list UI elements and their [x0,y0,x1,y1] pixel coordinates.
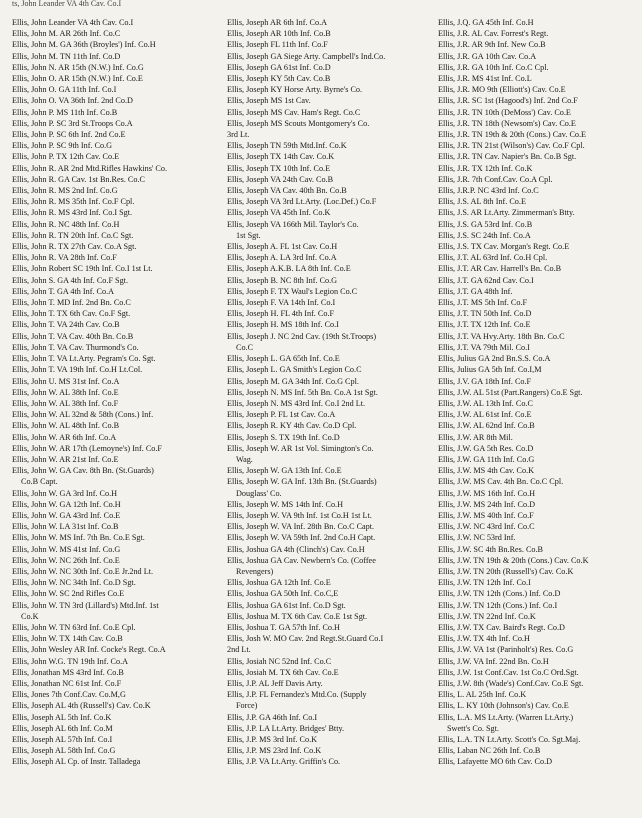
roster-line: Ellis, Joseph AR 6th Inf. Co.A [227,18,328,27]
roster-line: Ellis, John W. GA Cav. 8th Bn. (St.Guards) [12,466,154,476]
roster-line: Ellis, Joseph VA 24th Cav. Co.B [227,174,334,184]
roster-line: Ellis, Joseph AL 57th Inf. Co.I [12,735,113,744]
roster-line: Ellis, John W. NC 26th Inf. Co.E [12,555,120,565]
roster-line: Swett's Co. Sgt. [447,723,499,733]
roster-line: Ellis, Joseph AL 5th Inf. Co.K [12,712,112,722]
roster-line: Ellis, Josiah M. TX 6th Cav. Co.E [227,667,339,677]
roster-line: Ellis, J.T. VA 79th Mil. Co.I [438,342,530,352]
roster-line: Ellis, J.P. AL Jeff Davis Arty. [227,678,323,688]
roster-line: Ellis, John Wesley AR Inf. Cocke's Regt. Co.A [12,645,166,655]
roster-line: Ellis, Joseph W. VA Inf. 28th Bn. Co.C Capt. [227,522,375,532]
roster-line: Ellis, J.Q. GA 45th Inf. Co.H [438,18,534,27]
roster-line: Ellis, Joshua GA 12th Inf. Co.E [227,578,331,588]
roster-line: Ellis, Joseph H. FL 4th Inf. Co.F [227,309,335,319]
roster-line: Ellis, L. KY 10th (Johnson's) Cav. Co.E [438,701,569,711]
roster-line: Ellis, J.T. GA 62nd Cav. Co.I [438,275,534,285]
roster-line: Ellis, John N. AR 15th (N.W.) Inf. Co.G [12,62,144,72]
roster-line: Ellis, J.W. MS 40th Inf. Co.F [438,510,534,520]
roster-line: Ellis, John W. TN 3rd (Lillard's) Mtd.Inf. 1st [12,600,159,610]
roster-line: Ellis, Joshua M. TX 6th Cav. Co.E 1st Sgt. [227,611,368,621]
roster-line: Ellis, John O. AR 15th (N.W.) Inf. Co.E [12,74,143,84]
roster-line: Ellis, Joseph R. KY 4th Cav. Co.D Cpl. [227,421,357,431]
roster-line: Ellis, J.S. AL 8th Inf. Co.E [438,197,526,207]
roster-line: 2nd Lt. [227,645,251,655]
roster-line: Ellis, J.R.P. NC 43rd Inf. Co.C [438,186,539,196]
roster-line: Ellis, J.W. VA 1st (Parinholt's) Res. Co.G [438,645,574,655]
roster-line: Ellis, J.S. GA 53rd Inf. Co.B [438,219,533,229]
roster-line: Ellis, Lafayette MO 6th Cav. Co.D [438,757,553,767]
roster-line: Ellis, J.W. MS 24th Inf. Co.D [438,499,536,509]
roster-line: Ellis, J.W. SC 4th Bn.Res. Co.B [438,544,544,554]
roster-line: Ellis, Joseph TX 10th Inf. Co.E [227,163,331,173]
roster-line: Ellis, Jonathan NC 61st Inf. Co.F [12,678,122,688]
roster-line: Ellis, John T. TX 6th Cav. Co.F Sgt. [12,309,131,319]
roster-line: Ellis, John Robert SC 19th Inf. Co.I 1st Lt. [12,264,153,274]
roster-line: Ellis, J.W. TX Cav. Baird's Regt. Co.D [438,622,565,632]
roster-line: Ellis, J.R. TN Cav. Napier's Bn. Co.B Sgt. [438,152,577,162]
roster-line: Ellis, J.R. AR 9th Inf. New Co.B [438,40,546,50]
roster-line: Ellis, Julius GA 2nd Bn.S.S. Co.A [438,354,551,364]
roster-line: Ellis, J.R. TN 10th (DeMoss') Cav. Co.E [438,107,571,117]
roster-line: Ellis, Joshua GA Cav. Newbern's Co. (Coffee [227,555,376,565]
roster-line: 1st Sgt. [236,230,261,240]
roster-line: Ellis, John T. VA 19th Inf. Co.H Lt.Col. [12,365,143,375]
roster-line: Ellis, J.R. TN 18th (Newsom's) Cav. Co.E [438,118,576,128]
roster-line: Ellis, John P. SC 3rd St.Troops Co.A [12,118,133,128]
roster-line: Ellis, J.W. AL 51st (Part.Rangers) Co.E Sgt. [438,387,583,397]
roster-line: Ellis, J.W. MS 16th Inf. Co.H [438,488,536,498]
roster-line: Ellis, John P. TX 12th Cav. Co.E [12,152,120,162]
page-header-fragment: ts, John Leander VA 4th Cav. Co.I [12,0,122,8]
roster-line: Ellis, Joseph VA 45th Inf. Co.K [227,208,331,218]
roster-line: Ellis, J.S. SC 24th Inf. Co.A [438,230,531,240]
roster-line: Ellis, J.R. TN 19th & 20th (Cons.) Cav. Co.E [438,130,587,140]
roster-line: Ellis, J.W. TN 19th & 20th (Cons.) Cav. Co.K [438,555,589,565]
column-2 [227,17,431,768]
roster-line: Ellis, J.S. AR Lt.Arty. Zimmerman's Btty. [438,208,575,218]
roster-line: Ellis, John W. AR 17th (Lemoyne's) Inf. Co.F [12,443,162,453]
roster-line: Ellis, John W. MS Inf. 7th Bn. Co.E Sgt. [12,533,145,543]
roster-line: Ellis, Julius GA 5th Inf. Co.I,M [438,365,542,375]
roster-line: Ellis, John W. TN 63rd Inf. Co.E Cpl. [12,622,136,632]
roster-line: Ellis, John O. GA 11th Inf. Co.I [12,85,117,95]
roster-line: Ellis, J.P. VA Lt.Arty. Griffin's Co. [227,757,341,767]
roster-line: Ellis, J.T. TN 50th Inf. Co.D [438,309,532,319]
roster-line: Ellis, J.W. AR 8th Mil. [438,432,513,442]
roster-line: Ellis, John W. GA 12th Inf. Co.H [12,499,121,509]
roster-line: Ellis, J.W. TN 20th (Russell's) Cav. Co.K [438,566,574,576]
roster-line: Ellis, John M. AR 26th Inf. Co.C [12,29,121,39]
roster-line: Ellis, Joshua GA 4th (Clinch's) Cav. Co.H [227,544,365,554]
roster-line: 3rd Lt. [227,130,250,140]
roster-line: Ellis, John R. VA 28th Inf. Co.F [12,253,117,263]
roster-line: Ellis, L.A. MS Lt.Arty. (Warren Lt.Arty.) [438,712,574,722]
roster-line: Ellis, J.R. 7th Conf.Cav. Co.A Cpl. [438,174,553,184]
roster-line: Ellis, Joseph VA Cav. 40th Bn. Co.B [227,186,347,196]
roster-line: Ellis, J.P. MS 23rd Inf. Co.K [227,746,322,756]
roster-line: Ellis, J.W. TN 12th (Cons.) Inf. Co.I [438,600,558,610]
roster-line: Ellis, J.P. LA Lt.Arty. Bridges' Btty. [227,723,345,733]
roster-line: Ellis, John W. NC 34th Inf. Co.D Sgt. [12,578,136,588]
roster-line: Ellis, J.W. 1st Conf.Cav. 1st Co.C Ord.Sgt. [438,667,579,677]
roster-line: Co.K [21,611,39,621]
roster-line: Ellis, Jones 7th Conf.Cav. Co.M,G [12,690,126,700]
roster-line: Ellis, John W. NC 30th Inf. Co.E Jr.2nd Lt. [12,566,154,576]
roster-line: Co.C [236,342,254,352]
roster-line: Ellis, J.W. TN 12th (Cons.) Inf. Co.D [438,589,561,599]
roster-line: Ellis, Joseph W. GA 13th Inf. Co.E [227,466,342,476]
roster-line: Ellis, John T. VA 24th Cav. Co.B [12,320,120,330]
roster-line: Ellis, John W. MS 41st Inf. Co.G [12,544,121,554]
roster-line: Ellis, Joseph N. MS 43rd Inf. Co.I 2nd Lt. [227,398,366,408]
roster-line: Ellis, John T. GA 4th Inf. Co.A [12,286,115,296]
roster-line: Ellis, Joseph MS Cav. Ham's Regt. Co.C [227,107,361,117]
roster-line: Ellis, John W. AL 38th Inf. Co.F [12,398,119,408]
roster-line: Ellis, Joseph F. TX Waul's Legion Co.C [227,286,358,296]
roster-line: Ellis, John S. GA 4th Inf. Co.F Sgt. [12,275,129,285]
roster-line: Ellis, J.P. MS 3rd Inf. Co.K [227,735,318,744]
roster-line: Ellis, Joshua GA 61st Inf. Co.D Sgt. [227,600,346,610]
roster-line: Ellis, J.R. MO 9th (Elliott's) Cav. Co.E [438,85,566,95]
roster-line: Ellis, John P. SC 6th Inf. 2nd Co.E [12,130,126,140]
roster-line: Ellis, Joseph AR 10th Inf. Co.B [227,29,331,39]
roster-line: Ellis, Joseph W. AR 1st Vol. Simington's Co. [227,443,374,453]
roster-line: Ellis, Joseph MS 1st Cav. [227,96,311,106]
roster-line: Ellis, Joseph J. NC 2nd Cav. (19th St.Troops) [227,331,377,341]
roster-line: Douglass' Co. [236,488,282,498]
roster-line: Ellis, Joshua T. GA 57th Inf. Co.H [227,622,340,632]
roster-line: Ellis, Joseph H. MS 18th Inf. Co.I [227,320,339,330]
roster-line: Ellis, J.W. AL 13th Inf. Co.C [438,398,533,408]
roster-line: Ellis, John R. GA Cav. 1st Bn.Res. Co.C [12,174,145,184]
roster-line: Ellis, J.R. GA 10th Cav. Co.A [438,51,537,61]
column-1 [12,17,220,768]
roster-line: Ellis, J.W. AL 61st Inf. Co.E [438,410,532,420]
roster-line: Ellis, Joseph VA 3rd Lt.Arty. (Loc.Def.) Co.F [227,197,377,207]
roster-line: Ellis, John W. GA 43rd Inf. Co.E [12,510,121,520]
roster-line: Ellis, Joseph W. MS 14th Inf. Co.H [227,499,343,509]
roster-line: Ellis, Joseph W. VA 9th Inf. 1st Co.H 1st Lt. [227,510,372,520]
roster-line: Ellis, Joshua GA 50th Inf. Co.C,E [227,589,339,599]
roster-line: Ellis, John R. AR 2nd Mtd.Rifles Hawkins' Co. [12,163,168,173]
roster-line: Ellis, J.T. AR Cav. Harrell's Bn. Co.B [438,264,562,274]
roster-line: Ellis, Joseph P. FL 1st Cav. Co.A [227,410,336,420]
roster-line: Ellis, J.R. AL Cav. Forrest's Regt. [438,29,549,39]
roster-line: Ellis, Joseph W. VA 59th Inf. 2nd Co.H Capt. [227,533,376,543]
roster-line: Ellis, Joseph FL 11th Inf. Co.F [227,40,328,50]
roster-line: Ellis, John W. AL 38th Inf. Co.E [12,387,119,397]
roster-line: Ellis, John R. TX 27th Cav. Co.A Sgt. [12,242,137,252]
roster-line: Ellis, Joseph L. GA Smith's Legion Co.C [227,365,362,375]
roster-line: Ellis, John R. MS 35th Inf. Co.F Cpl. [12,197,135,207]
roster-line: Ellis, J.T. VA Hvy.Arty. 18th Bn. Co.C [438,331,565,341]
roster-line: Ellis, Joseph AL 4th (Russell's) Cav. Co.K [12,701,151,711]
roster-line: Ellis, Joseph W. GA Inf. 13th Bn. (St.Guards) [227,477,377,487]
roster-line: Ellis, L.A. TN Lt.Arty. Scott's Co. Sgt.Maj. [438,735,581,744]
roster-line: Ellis, Joseph AL 6th Inf. Co.M [12,723,113,733]
roster-line: Ellis, Josiah NC 52nd Inf. Co.C [227,656,332,666]
roster-line: Ellis, John R. MS 2nd Inf. Co.G [12,186,118,196]
roster-line: Ellis, J.W. GA 5th Res. Co.D [438,443,534,453]
roster-line: Ellis, John W. AL 48th Inf. Co.B [12,421,120,431]
roster-line: Ellis, J.R. TX 12th Inf. Co.K [438,163,533,173]
roster-line: Ellis, Joseph A. FL 1st Cav. Co.H [227,242,338,252]
roster-line: Ellis, J.S. TX Cav. Morgan's Regt. Co.E [438,242,570,252]
roster-line: Ellis, J.W. NC 53rd Inf. [438,533,516,543]
roster-line: Ellis, Joseph N. MS Inf. 5th Bn. Co.A 1st Sgt. [227,387,378,397]
roster-line: Ellis, Joseph KY 5th Cav. Co.B [227,74,331,84]
roster-line: Ellis, John R. MS 43rd Inf. Co.I Sgt. [12,208,133,218]
roster-line: Ellis, John W.G. TN 19th Inf. Co.A [12,656,129,666]
roster-line: Force) [236,701,258,711]
roster-line: Ellis, Jonathan MS 43rd Inf. Co.B [12,667,124,677]
roster-line: Ellis, J.T. AL 63rd Inf. Co.H Cpl. [438,253,548,263]
roster-line: Ellis, Joseph AL Cp. of Instr. Talladega [12,757,141,767]
roster-line: Ellis, John W. AR 6th Inf. Co.A [12,432,117,442]
roster-line: Ellis, J.W. NC 43rd Inf. Co.C [438,522,535,532]
roster-line: Ellis, L. AL 25th Inf. Co.K [438,690,527,700]
roster-line: Ellis, John W. GA 3rd Inf. Co.H [12,488,118,498]
roster-line: Ellis, John W. AR 21st Inf. Co.E [12,454,119,464]
roster-line: Ellis, John Leander VA 4th Cav. Co.I [12,18,134,27]
roster-line: Ellis, John W. SC 2nd Rifles Co.E [12,589,125,599]
roster-line: Ellis, Joseph F. VA 14th Inf. Co.I [227,298,336,308]
roster-line: Ellis, Joseph GA 61st Inf. Co.D [227,62,331,72]
roster-line: Ellis, Joseph L. GA 65th Inf. Co.E [227,354,340,364]
roster-line: Ellis, John O. VA 36th Inf. 2nd Co.D [12,96,133,106]
roster-line: Ellis, John T. VA Cav. Thurmond's Co. [12,342,139,352]
roster-line: Ellis, J.T. MS 5th Inf. Co.F [438,298,528,308]
roster-line: Co.B Capt. [21,477,58,487]
column-3 [438,17,636,768]
roster-line: Ellis, J.W. TN 22nd Inf. Co.K [438,611,536,621]
roster-line: Ellis, Joseph KY Horse Arty. Byrne's Co. [227,85,363,95]
roster-line: Ellis, John R. TN 20th Inf. Co.C Sgt. [12,230,134,240]
roster-line: Ellis, John T. VA Lt.Arty. Pegram's Co. Sgt. [12,354,156,364]
roster-line: Ellis, J.P. FL Fernandez's Mtd.Co. (Supply [227,690,367,700]
roster-line: Wag. [236,454,253,464]
roster-line: Ellis, John T. MD Inf. 2nd Bn. Co.C [12,298,131,308]
roster-line: Ellis, Joseph S. TX 19th Inf. Co.D [227,432,340,442]
roster-line: Ellis, John P. MS 11th Inf. Co.B [12,107,118,117]
roster-line: Ellis, J.W. 8th (Wade's) Conf.Cav. Co.E Sgt. [438,678,584,688]
roster-line: Ellis, John M. GA 36th (Broyles') Inf. Co.H [12,40,156,50]
roster-line: Ellis, Joseph TX 14th Cav. Co.K [227,152,335,162]
roster-line: Ellis, J.P. GA 46th Inf. Co.I [227,712,318,722]
roster-line: Ellis, J.W. GA 11th Inf. Co.G [438,454,535,464]
roster-line: Ellis, J.R. SC 1st (Hagood's) Inf. 2nd Co.F [438,96,578,106]
roster-line: Ellis, John T. VA Cav. 40th Bn. Co.B [12,331,134,341]
roster-line: Ellis, John W. AL 32nd & 58th (Cons.) Inf. [12,410,154,420]
roster-line: Ellis, J.W. VA Inf. 22nd Bn. Co.H [438,656,549,666]
roster-line: Ellis, Joseph TN 59th Mtd.Inf. Co.K [227,141,347,151]
roster-line: Ellis, John W. LA 31st Inf. Co.B [12,522,119,532]
roster-line: Ellis, J.W. MS Cav. 4th Bn. Co.C Cpl. [438,477,564,487]
roster-line: Ellis, Joseph A.K.B. LA 8th Inf. Co.E [227,264,351,274]
roster-line: Ellis, J.R. MS 41st Inf. Co.L [438,74,532,84]
roster-line: Ellis, J.T. TX 12th Inf. Co.E [438,320,531,330]
roster-line: Ellis, Joseph A. LA 3rd Inf. Co.A [227,253,337,263]
roster-line: Ellis, John U. MS 31st Inf. Co.A [12,376,120,386]
roster-line: Ellis, J.W. MS 4th Cav. Co.K [438,466,535,476]
roster-line: Ellis, J.R. TN 21st (Wilson's) Cav. Co.F Cpl. [438,141,585,151]
roster-line: Ellis, Joseph M. GA 34th Inf. Co.G Cpl. [227,376,359,386]
roster-line: Ellis, J.T. GA 48th Inf. [438,286,513,296]
roster-line: Ellis, Joseph AL 58th Inf. Co.G [12,746,116,756]
roster-line: Ellis, John W. TX 14th Cav. Co.B [12,634,123,644]
roster-line: Ellis, Joseph GA Siege Arty. Campbell's Ind.Co. [227,51,386,61]
roster-line: Ellis, J.W. TN 12th Inf. Co.I [438,578,531,588]
roster-line: Ellis, John P. SC 9th Inf. Co.G [12,141,113,151]
roster-line: Ellis, John R. NC 48th Inf. Co.H [12,219,120,229]
roster-line: Ellis, J.R. GA 10th Inf. Co.C Cpl. [438,62,549,72]
roster-line: Ellis, Josh W. MO Cav. 2nd Regt.St.Guard Co.I [227,634,384,644]
roster-line: Ellis, Joseph B. NC 8th Inf. Co.G [227,275,338,285]
roster-line: Ellis, John M. TN 11th Inf. Co.D [12,51,121,61]
roster-line: Ellis, Joseph VA 166th Mil. Taylor's Co. [227,219,359,229]
roster-line: Ellis, Laban NC 26th Inf. Co.B [438,746,541,756]
roster-line: Revengers) [236,566,274,576]
roster-line: Ellis, J.W. AL 62nd Inf. Co.B [438,421,535,431]
roster-line: Ellis, J.V. GA 18th Inf. Co.F [438,376,532,386]
roster-line: Ellis, Joseph MS Scouts Montgomery's Co. [227,118,370,128]
roster-line: Ellis, J.W. TX 4th Inf. Co.H [438,634,530,644]
